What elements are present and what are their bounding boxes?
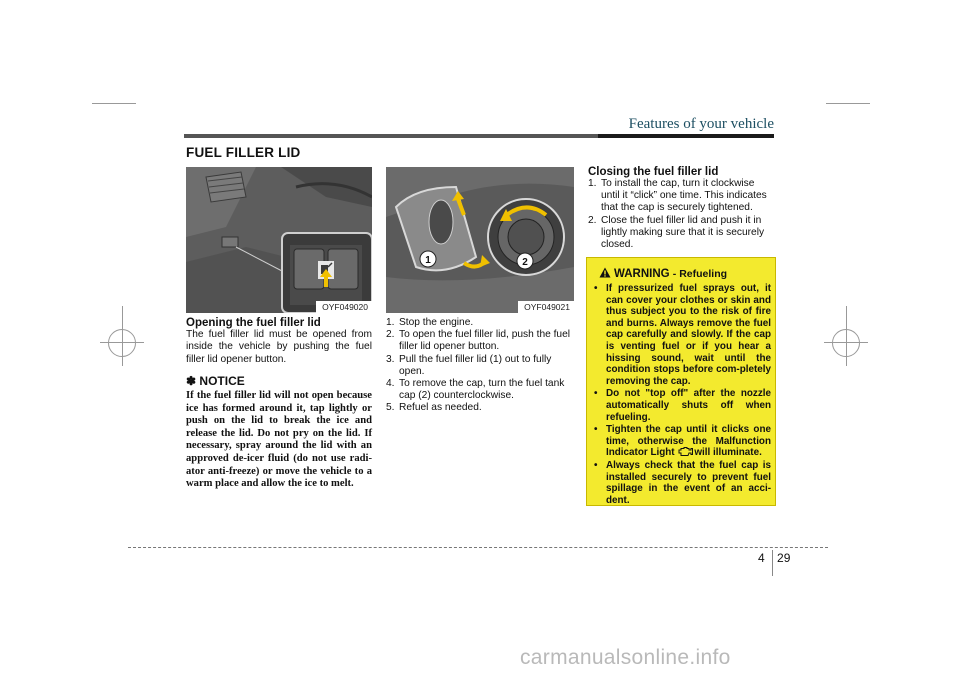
notice-title: NOTICE — [199, 374, 245, 388]
list-item: • Tighten the cap until it clicks one time, otherwise the Malfunction Indicator Light will illuminate. — [594, 424, 771, 459]
figure-caption: OYF049021 — [518, 301, 574, 313]
list-item: 1. Stop the engine. — [386, 317, 474, 328]
chapter-number: 4 — [758, 551, 765, 565]
crop-mark — [826, 103, 870, 104]
dashboard-illustration — [186, 167, 372, 313]
filler-lid-illustration — [386, 167, 574, 313]
list-item: 1. To install the cap, turn it clockwise until it “click” one time. This indicates that the cap is securely tightened. — [588, 178, 767, 214]
watermark: carmanualsonline.info — [520, 646, 731, 669]
crop-mark — [92, 103, 136, 104]
notice-heading — [186, 374, 372, 388]
list-item: 2. To open the fuel filler lid, push the fuel filler lid opener button. — [386, 329, 571, 353]
figure-opener-button — [186, 167, 372, 313]
list-item: 3. Pull the fuel filler lid (1) out to fully open. — [386, 353, 552, 377]
warning-heading — [599, 267, 727, 280]
notice-section — [186, 374, 372, 491]
notice-text: If the fuel filler lid will not open because ice has formed around it, tap lightly or push on the lid to break the ice and release the lid. Do not pry on the lid. If necessary, spray around the lid with an approved de-icer fluid (do not use radi-ator anti-freeze) or move the vehicle to a warm place and allow the ice to melt. — [186, 390, 372, 490]
opening-steps — [386, 317, 574, 415]
page-number — [758, 551, 790, 565]
callout-1: 1 — [425, 255, 431, 266]
registration-mark — [108, 329, 136, 357]
header-rule-accent — [598, 134, 774, 138]
figure-caption: OYF049020 — [316, 301, 372, 313]
running-header: Features of your vehicle — [628, 116, 774, 132]
warning-triangle-icon — [599, 267, 611, 278]
engine-check-icon — [678, 447, 693, 456]
closing-section — [588, 166, 774, 251]
list-item: 5. Refuel as needed. — [386, 402, 482, 414]
warning-title: WARNING — [614, 268, 670, 280]
list-item: 2. Close the fuel filler lid and push it in lightly making sure that it is securely closed. — [588, 214, 765, 251]
footer-rule — [128, 547, 828, 548]
list-item: • If pressurized fuel sprays out, it can cover your clothes or skin and thus subject you to the risk of fire and burns. Always remove the fuel cap carefully and slowly. If the cap is venting fuel or if you hear a hissing sound, wait until the condition stops before com-pletely removing the cap. — [594, 283, 771, 387]
opening-section — [186, 317, 372, 366]
closing-heading: Closing the fuel filler lid — [588, 166, 719, 178]
figure-filler-lid — [386, 167, 574, 313]
list-item: • Always check that the fuel cap is installed securely to prevent fuel spillage in the event of an acci-dent. — [594, 459, 771, 506]
warning-box — [586, 257, 776, 506]
registration-mark — [832, 329, 860, 357]
opening-text: The fuel filler lid must be opened from inside the vehicle by pushing the fuel filler lid opener button. — [186, 329, 372, 365]
page-number-separator — [772, 550, 773, 576]
notice-symbol: ✽ — [186, 374, 197, 388]
opening-heading: Opening the fuel filler lid — [186, 317, 321, 329]
callout-2: 2 — [522, 257, 528, 268]
list-item: • Do not "top off" after the nozzle automatically shuts off when refueling. — [594, 388, 771, 423]
section-title: FUEL FILLER LID — [186, 145, 301, 160]
warning-subtitle: - Refueling — [672, 268, 728, 280]
page-number-value: 29 — [777, 551, 791, 565]
list-item: 4. To remove the cap, turn the fuel tank cap (2) counterclockwise. — [386, 378, 565, 402]
